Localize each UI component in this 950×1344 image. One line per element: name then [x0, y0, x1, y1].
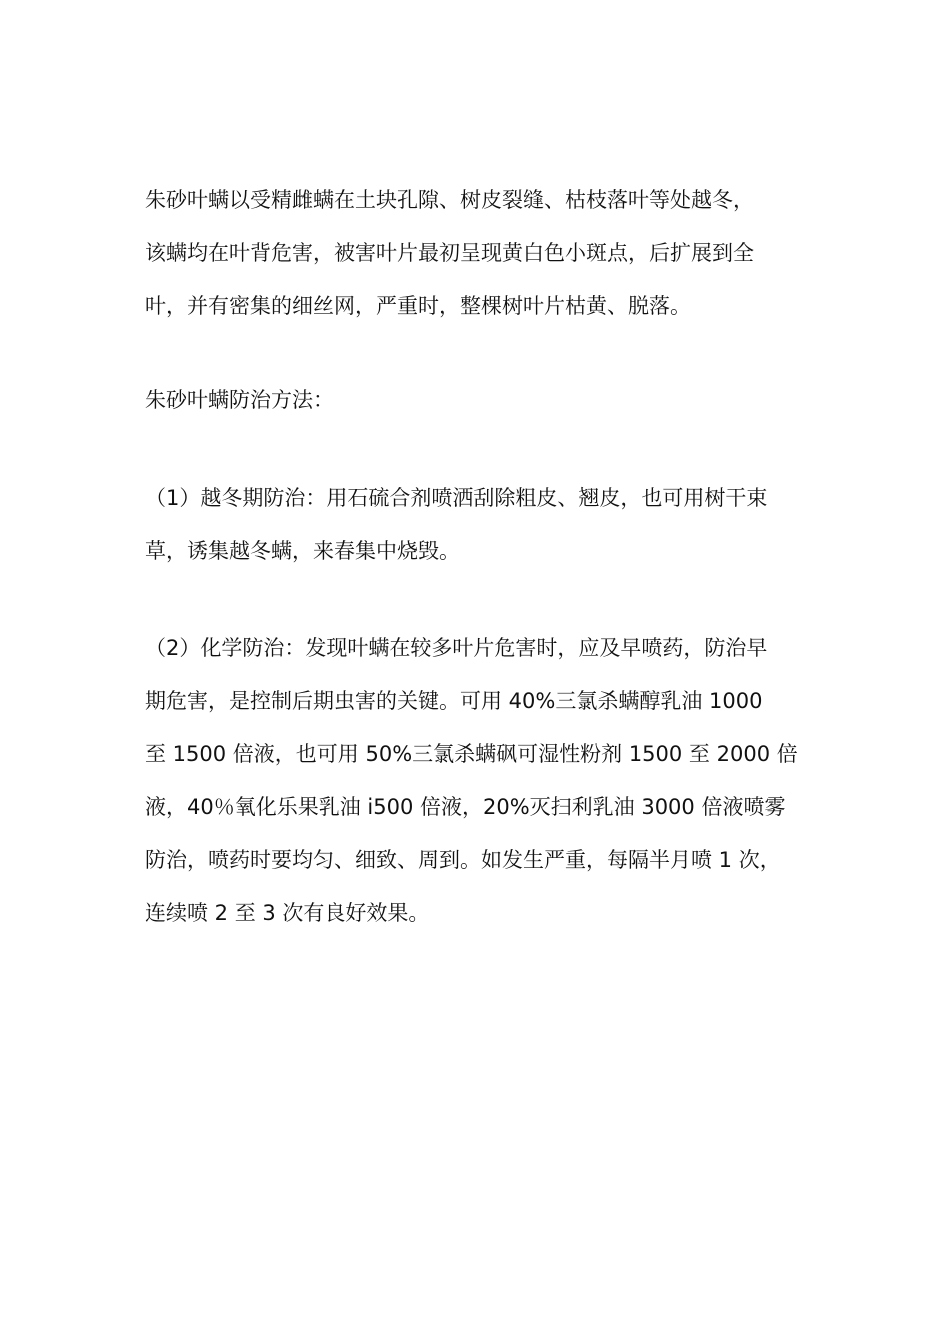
paragraph-item-1 — [145, 472, 810, 578]
text-line: 至 1500 倍液，也可用 50%三氯杀螨砜可湿性粉剂 1500 至 2000 倍 — [145, 742, 798, 766]
text-line: （2）化学防治：发现叶螨在较多叶片危害时，应及早喷药，防治早 — [145, 636, 768, 660]
text-line: 叶，并有密集的细丝网，严重时，整棵树叶片枯黄、脱落。 — [145, 294, 691, 318]
heading-text: 朱砂叶螨防治方法： — [145, 388, 334, 412]
section-heading — [145, 374, 810, 427]
paragraph-item-2 — [145, 622, 810, 940]
text-line: 防治，喷药时要均匀、细致、周到。如发生严重，每隔半月喷 1 次， — [145, 848, 781, 872]
text-line: 朱砂叶螨以受精雌螨在土块孔隙、树皮裂缝、枯枝落叶等处越冬， — [145, 188, 754, 212]
text-line: 期危害，是控制后期虫害的关键。可用 40%三氯杀螨醇乳油 1000 — [145, 689, 763, 713]
text-line: 连续喷 2 至 3 次有良好效果。 — [145, 901, 430, 925]
text-line: 草，诱集越冬螨，来春集中烧毁。 — [145, 539, 460, 563]
text-line: 液，40％氧化乐果乳油 i500 倍液，20%灭扫利乳油 3000 倍液喷雾 — [145, 795, 786, 819]
text-line: （1）越冬期防治：用石硫合剂喷洒刮除粗皮、翘皮，也可用树干束 — [145, 486, 768, 510]
text-line: 该螨均在叶背危害，被害叶片最初呈现黄白色小斑点，后扩展到全 — [145, 241, 754, 265]
paragraph-description — [145, 174, 810, 333]
